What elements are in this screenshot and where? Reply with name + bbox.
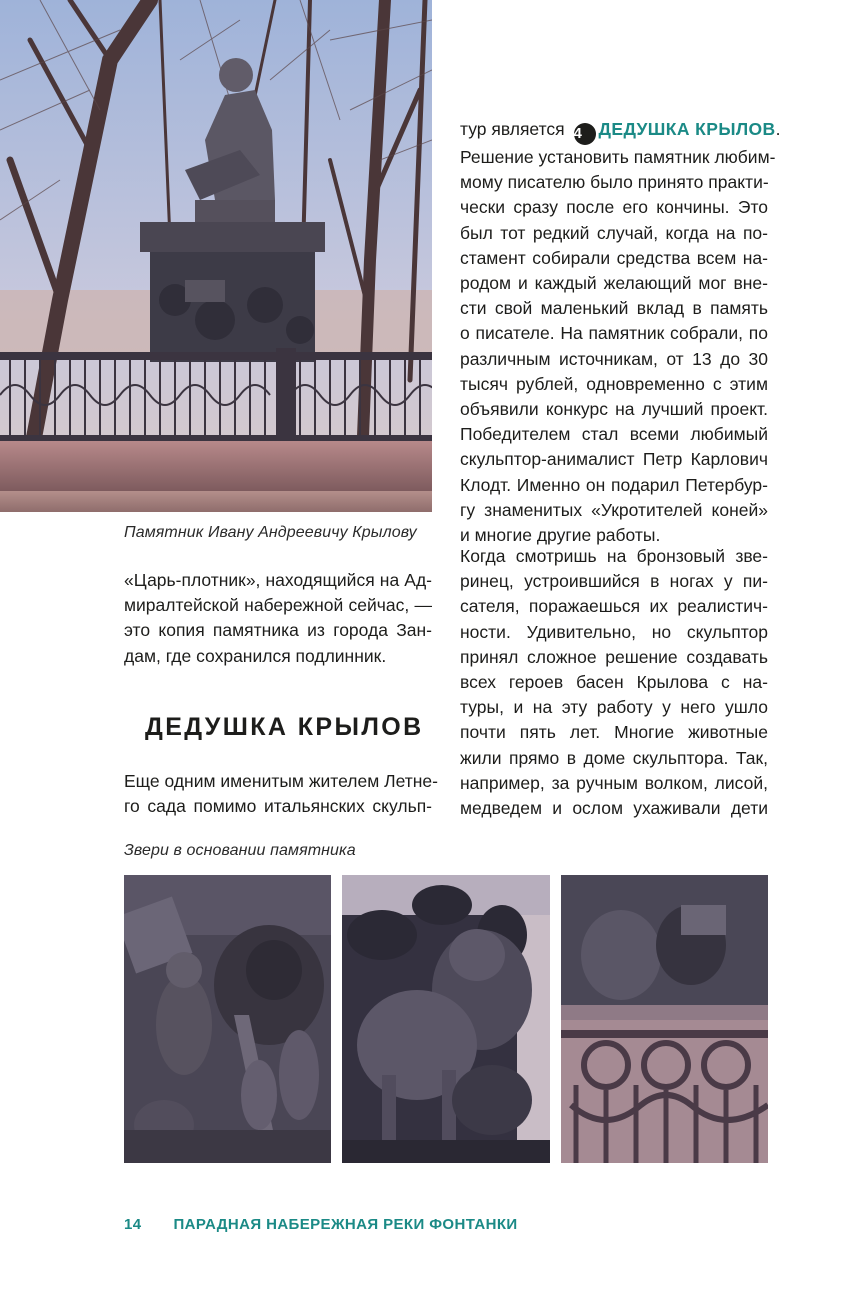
text-line: почти пять лет. Многие животные [460,722,768,743]
section-heading: ДЕДУШКА КРЫЛОВ [145,713,424,741]
page-footer [124,1216,518,1233]
text-line: тысяч рублей, одновременно с этим [460,373,768,394]
lion-relief-icon [342,875,550,1163]
hero-photo-caption: Памятник Ивану Андреевичу Крылову [124,524,417,541]
text-line: Победителем стал всеми любимый [460,424,768,445]
text-line: жили прямо в доме скульптора. Так, [460,747,768,768]
text-line: дам, где сохранился подлинник. [124,645,387,666]
place-reference[interactable] [570,119,776,142]
krylov-monument-photo [0,0,432,512]
left-paragraph-2 [124,769,438,819]
text-line: сти свой маленький вклад в память [460,298,768,319]
text-line: родом и каждый желающий мог вне- [460,273,768,294]
running-section-title: ПАРАДНАЯ НАБЕРЕЖНАЯ РЕКИ ФОНТАНКИ [173,1216,518,1233]
text-line: медведем и ослом ухаживали дети [460,798,768,819]
text-line: го сада помимо итальянских скульп- [124,796,432,817]
text-line: туры, и на эту работу у него ушло [460,697,768,718]
place-number-badge: 4 [574,123,596,145]
text-line: принял сложное решение создавать [460,646,768,667]
place-name-link[interactable]: ДЕДУШКА КРЫЛОВ [598,119,776,139]
text-line: о писателе. На памятник собрали, по [460,323,768,344]
right-paragraph-2 [460,544,768,821]
text-line: Когда смотришь на бронзовый зве- [460,546,768,566]
text-line: чески сразу после его кончины. Это [460,197,768,218]
animals-photos-caption: Звери в основании памятника [124,842,356,859]
text-line-with-place-ref [460,117,781,145]
text-line: скульптор-анималист Петр Карлович [460,449,768,470]
right-paragraph-1 [460,117,781,548]
text-line: сателя, поражаешься их реалистич- [460,596,768,617]
text-line: это копия памятника из города Зан- [124,620,432,641]
text-line: различным источникам, от 13 до 30 [460,348,768,369]
text-line: Клодт. Именно он подарил Петербур- [460,474,768,495]
text-line: миралтейской набережной сейчас, — [124,595,432,616]
text-line: объявили конкурс на лучший проект. [460,399,768,420]
fence-relief-icon [561,875,768,1163]
monument-photo-icon [0,0,432,512]
text-line: ности. Удивительно, но скульптор [460,621,768,642]
text-line: был тот редкий случай, когда на по- [460,222,768,243]
text-line: гу знаменитых «Укротителей коней» [460,499,768,520]
lion-relief-photo [342,875,550,1163]
text-line: например, за ручным волком, лисой, [460,772,768,793]
left-paragraph-1 [124,568,432,669]
text-fragment: тур является [460,119,565,139]
text-line: Еще одним именитым жителем Летне- [124,771,438,791]
text-line: всех героев басен Крылова с на- [460,672,768,693]
text-line: «Царь-плотник», находящийся на Ад- [124,570,432,590]
text-line: стамент собирали средства всем на- [460,247,768,268]
page-number: 14 [124,1216,142,1233]
text-line: ринец, устроившийся в ногах у пи- [460,571,768,592]
text-fragment: . [775,119,781,139]
bear-relief-photo [124,875,331,1163]
fence-relief-photo [561,875,768,1163]
text-line: и многие другие работы. [460,525,661,546]
text-line: Решение установить памятник любим- [460,147,776,167]
text-line: мому писателю было принято практи- [460,172,769,193]
bear-relief-icon [124,875,331,1163]
